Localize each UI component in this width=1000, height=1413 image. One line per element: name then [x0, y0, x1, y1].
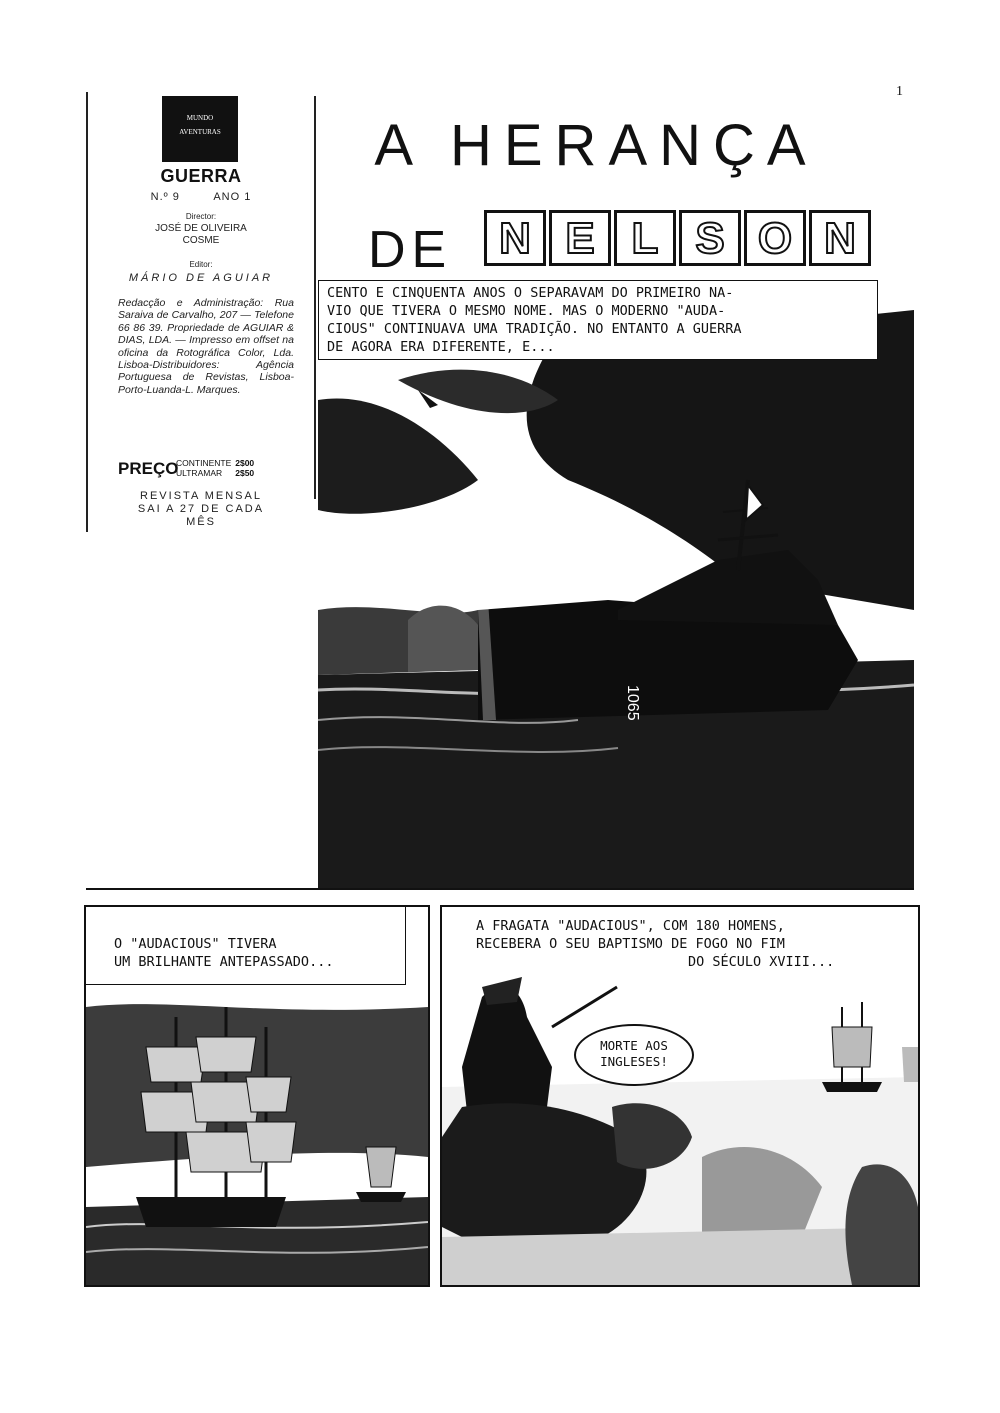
editor-label: Editor: [189, 260, 213, 269]
panel-1-caption [318, 280, 878, 360]
panel-warship [318, 280, 914, 890]
caption-line: CIOUS" CONTINUAVA UMA TRADIÇÃO. NO ENTANTO A GUERRA [327, 321, 742, 337]
caption-line: RECEBERA O SEU BAPTISMO DE FOGO NO FIM [476, 936, 785, 952]
caption-line: DO SÉCULO XVIII... [688, 954, 835, 970]
logo-title: GUERRA [160, 166, 242, 186]
nelson-letter: N [809, 210, 871, 266]
director-label: Director: [185, 212, 217, 221]
warship-illustration [318, 280, 914, 890]
balloon-line: MORTE AOS [600, 1038, 668, 1053]
caption-line: UM BRILHANTE ANTEPASSADO... [114, 954, 334, 970]
balloon-line: INGLESES! [600, 1054, 668, 1069]
issue-number: N.º 9 [150, 191, 180, 203]
caption-line: CENTO E CINQUENTA ANOS O SEPARAVAM DO PRIMEIRO NA- [327, 285, 734, 301]
caption-line: VIO QUE TIVERA O MESMO NOME. MAS O MODERNO "AUDA- [327, 303, 726, 319]
price-label: PREÇO [118, 459, 179, 478]
monthly-line-1: REVISTA MENSAL [140, 490, 262, 502]
title-line-2: DE [368, 221, 453, 279]
nelson-letter: S [679, 210, 741, 266]
nelson-letter: O [744, 210, 806, 266]
nelson-letter: N [484, 210, 546, 266]
panel-frigate-battle [440, 905, 920, 1287]
page-number: 1 [896, 84, 903, 99]
nelson-letter: L [614, 210, 676, 266]
issue-year: ANO 1 [213, 191, 252, 203]
publisher-logo [162, 96, 238, 162]
logo-text-top: MUNDO [186, 114, 214, 122]
caption-line: DE AGORA ERA DIFERENTE, E... [327, 339, 555, 355]
masthead [86, 92, 314, 532]
price-value: 2$50 [235, 467, 255, 478]
speech-balloon [574, 1024, 694, 1086]
caption-line: O "AUDACIOUS" TIVERA [114, 936, 277, 952]
masthead-divider [314, 96, 316, 499]
director-name-1: JOSÉ DE OLIVEIRA [155, 223, 247, 234]
logo-text-bottom: AVENTURAS [179, 128, 221, 136]
nelson-letter: E [549, 210, 611, 266]
price-table [176, 459, 258, 478]
caption-line: A FRAGATA "AUDACIOUS", COM 180 HOMENS, [476, 918, 785, 934]
issue-line [88, 191, 314, 203]
panel-sailing-ship [84, 905, 430, 1287]
title-nelson [484, 210, 871, 266]
panel-2-caption [86, 907, 406, 985]
panel-1-baseline [86, 888, 914, 890]
ship-hull-number: 1065 [624, 685, 641, 721]
monthly-line-3: MÊS [186, 516, 216, 528]
price-region: ULTRAMAR [176, 467, 223, 478]
title-line-1: A HERANÇA [374, 113, 818, 178]
panel-3-caption [442, 907, 918, 979]
editor-name: MÁRIO DE AGUIAR [128, 272, 274, 284]
price-value: 2$00 [235, 458, 255, 468]
monthly-line-2: SAI A 27 DE CADA [137, 503, 265, 515]
price-row [176, 469, 258, 479]
price-region: CONTINENTE [176, 458, 232, 468]
director-name-2: COSME [182, 235, 220, 246]
address-block: Redacção e Administração: Rua Saraiva de Carvalho, 207 — Telefone 66 86 39. Propriedade de AGUIAR & DIAS, LDA. — Impresso em offset na oficina da Rotográfica Color, Lda. Lisboa-Distribuidores: Agência Portuguesa de Revistas, Lisboa-Porto-Luanda-L. Marques. [118, 297, 294, 396]
